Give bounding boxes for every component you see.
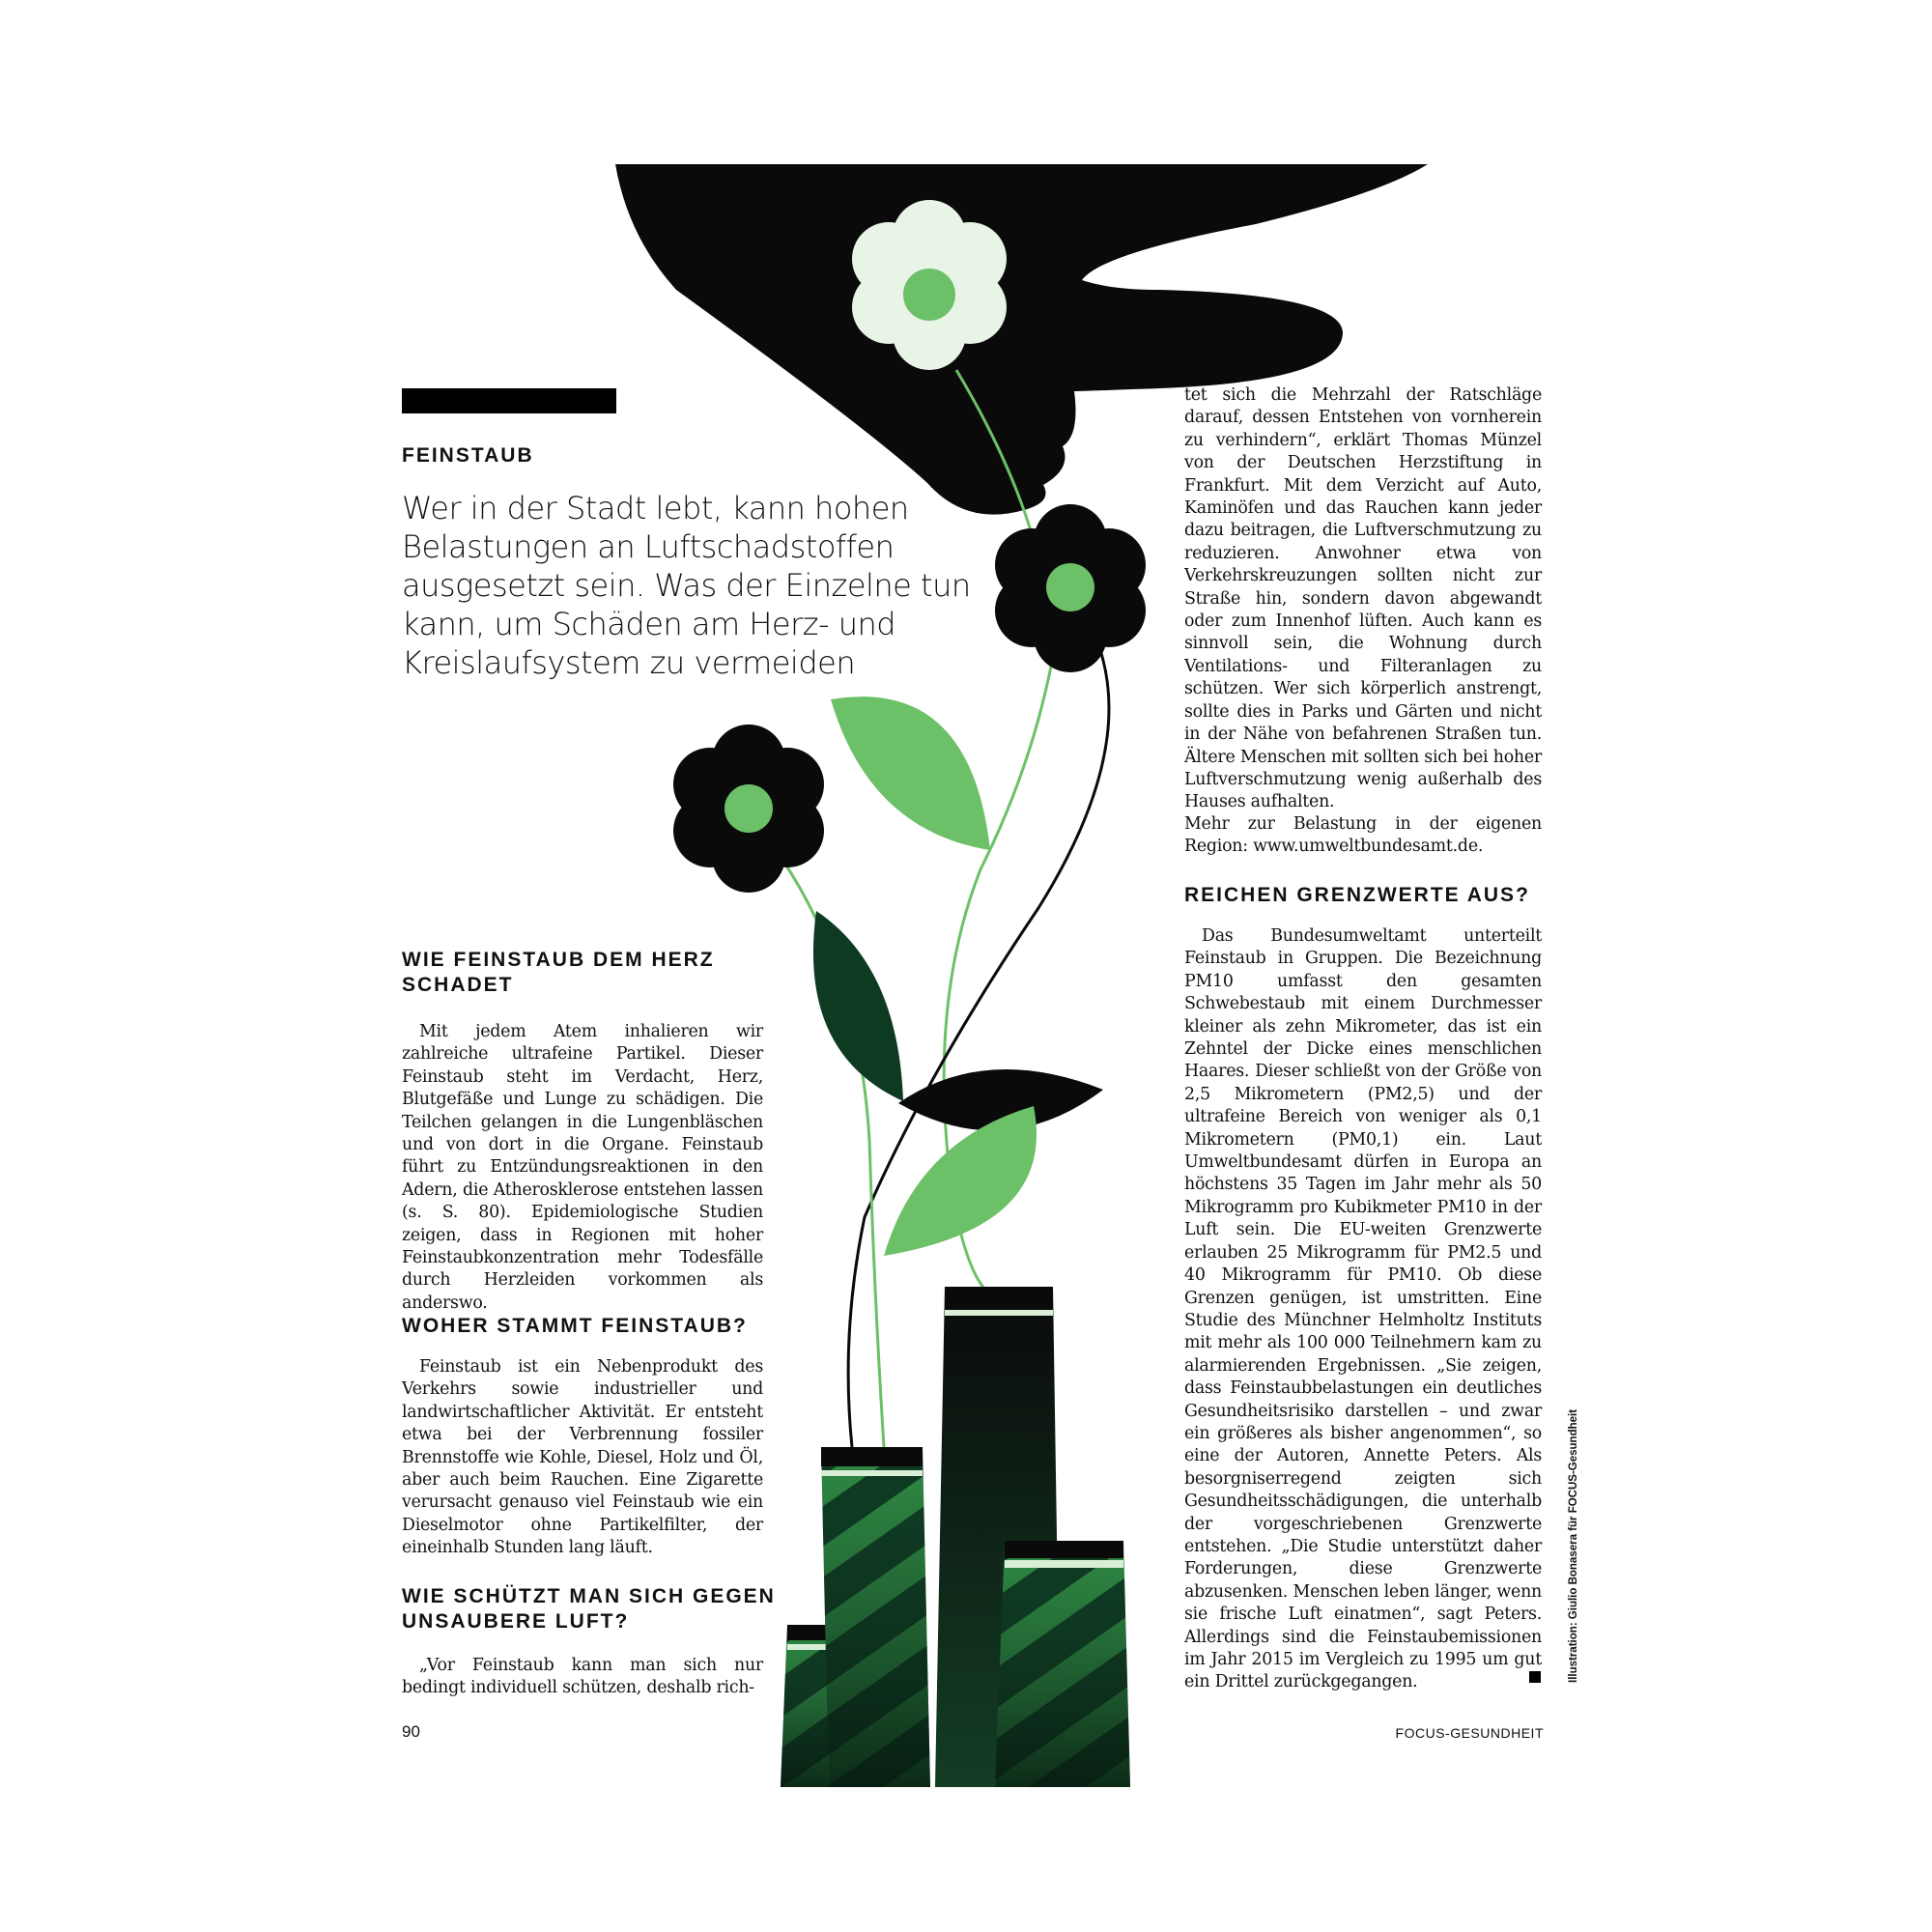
section-body-herkunft: Feinstaub ist ein Nebenprodukt des Verkehrs sowie industrieller und landwirtschaftlicher Aktivität. Er entsteht etwa bei der Verbrennung fossiler Brennstoffe wie Kohle, Diesel, Holz und Öl, aber auch beim Rauchen. Eine Zigarette verursacht genauso viel Feinstaub wie ein Dieselmotor ohne Partikelfilter, der eineinhalb Stunden lang läuft. [402,1357,763,1558]
kicker-bar [402,388,616,413]
chimney-right [995,1541,1130,1787]
page-number: 90 [402,1722,420,1741]
flower-top-right [995,504,1146,672]
section-body-grenzwerte: Das Bundesumweltamt unterteilt Feinstaub in Gruppen. Die Bezeichnung PM10 umfasst den gesamten Schwebestaub mit einem Durchmesser kleiner als zehn Mikrometer, das ist ein Zehntel der Dicke eines menschlichen Haares. Dieser schließt von der Größe von 2,5 Mikrometern (PM2,5) und der ultrafeine Bereich von weniger als 0,1 Mikrometern (PM0,1) ein. Laut Umweltbundesamt dürfen in Europa an höchstens 35 Tagen im Jahr mehr als 50 Mikrogramm pro Kubikmeter PM10 in der Luft sein. Die EU-weiten Grenzwerte erlauben 25 Mikrogramm für PM2.5 und 40 Mikrogramm für PM10. Ob diese Grenzen genügen, ist umstritten. Eine Studie des Münchner Helmholtz Instituts mit mehr als 100 000 Teilnehmern kam zu alarmierenden Ergebnissen. „Sie zeigen, dass Feinstaubbelastungen ein deutliches Gesundheitsrisiko darstellen – und zwar ein größeres als bisher angenommen“, so eine der Autoren, Annette Peters. Als besorgniserregend zeigten sich Gesundheitsschädigungen, die unterhalb der vorgeschriebenen Grenzwerte entstehen. „Die Studie unterstützt daher Forderungen, diese Grenzwerte abzusenken. Menschen leben länger, wenn sie frische Luft einatmen“, sagt Peters. Allerdings sind die Feinstaubemissionen im Jahr 2015 im Vergleich zu 1995 um gut ein Drittel zurückgegangen. [1184,926,1542,1692]
section-heading-herkunft: WOHER STAMMT FEINSTAUB? [402,1315,748,1337]
leaf [813,911,903,1101]
section-heading-grenzwerte: REICHEN GRENZWERTE AUS? [1184,884,1530,906]
publication-name: FOCUS-GESUNDHEIT [1395,1725,1544,1741]
more-info-link: Mehr zur Belastung in der eigenen Region: www.umweltbundesamt.de. [1184,814,1542,857]
end-mark [1529,1671,1541,1683]
kicker: FEINSTAUB [402,444,534,467]
leaf [831,696,990,850]
section-body-herz: Mit jedem Atem inhalieren wir zahlreiche ultrafeine Partikel. Dieser Feinstaub steht im Verdacht, Herz, Blutgefäße und Lunge zu schädigen. Die Teilchen gelangen in die Lungenbläschen und von dort in die Organe. Feinstaub führt zu Entzündungsreaktionen in den Adern, die Atherosklerose entstehen lassen (s. S. 80). Epidemiologische Studien zeigen, dass in Regionen mit hoher Feinstaubkonzentration mehr Todesfälle durch Herzleiden vorkommen als anderswo. [402,1022,763,1313]
flower-left [673,724,824,893]
right-column-continued: tet sich die Mehrzahl der Ratschläge darauf, dessen Entstehen von vornherein zu verhindern“, erklärt Thomas Münzel von der Deutschen Herzstiftung in Frankfurt. Mit dem Verzicht auf Auto, Kaminöfen und das Rauchen kann jeder dazu beitragen, die Luftverschmutzung zu reduzieren. Anwohner etwa von Verkehrskreuzungen sollten nicht zur Straße hin, sondern davon abgewandt oder zum Innenhof lüften. Auch kann es sinnvoll sein, die Wohnung durch Ventilations- und Filteranlagen zu schützen. Wer sich körperlich anstrengt, sollte dies in Parks und Gärten und nicht in der Nähe von befahrenen Straßen tun. Ältere Menschen mit sollten sich bei hoher Luftverschmutzung wenig außerhalb des Hauses aufhalten. [1184,385,1542,812]
section-heading-schutz: WIE SCHÜTZT MAN SICH GEGEN UNSAUBERE LUFT? [402,1585,776,1633]
section-body-schutz: „Vor Feinstaub kann man sich nur bedingt individuell schützen, deshalb rich- [402,1656,763,1698]
chimney-mid-left [821,1447,930,1787]
illustration-credit: Illustration: Giulio Bonasera für FOCUS-Gesundheit [1568,1408,1579,1683]
lead-paragraph: Wer in der Stadt lebt, kann hohen Belastungen an Luftschadstoffen ausgesetzt sein. Was der Einzelne tun kann, um Schäden am Herz- und Kreislaufsystem zu vermeiden [402,490,971,681]
section-heading-herz: WIE FEINSTAUB DEM HERZ SCHADET [402,949,715,996]
